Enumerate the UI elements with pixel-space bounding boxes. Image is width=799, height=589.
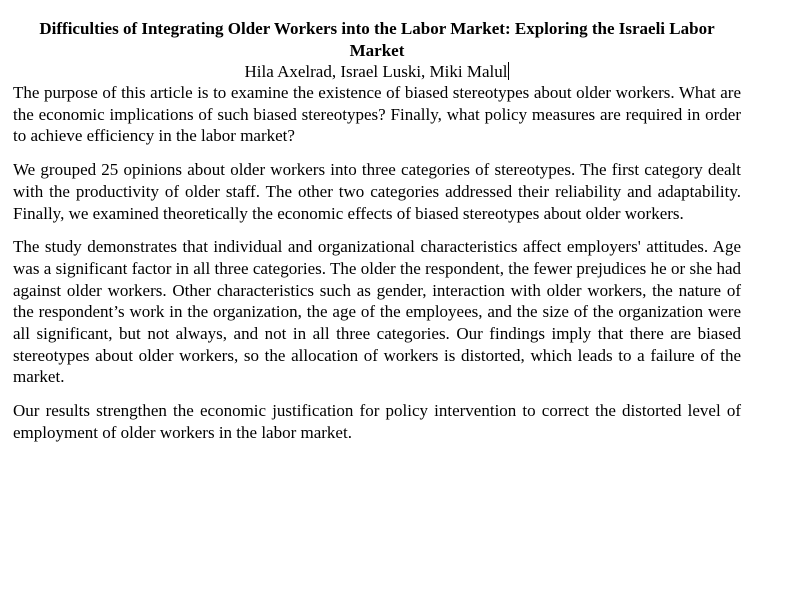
abstract-paragraph-4: Our results strengthen the economic justification for policy intervention to correct the distorted level of employment of older workers in the labor market. <box>13 401 741 442</box>
document-title: Difficulties of Integrating Older Workers into the Labor Market: Exploring the Israeli Labor Market <box>39 19 715 60</box>
authors-text: Hila Axelrad, Israel Luski, Miki Malul <box>244 62 508 81</box>
abstract-paragraph-1: The purpose of this article is to examine the existence of biased stereotypes about older workers. What are the economic implications of such biased stereotypes? Finally, what policy measures are required in order to achieve efficiency in the labor market? <box>13 83 741 146</box>
document-authors <box>13 62 741 82</box>
abstract-paragraph-2: We grouped 25 opinions about older workers into three categories of stereotypes. The first category dealt with the productivity of older staff. The other two categories addressed their reliability and adaptability. Finally, we examined theoretically the economic effects of biased stereotypes about older workers. <box>13 160 741 223</box>
document-page[interactable] <box>13 18 741 456</box>
text-cursor <box>508 62 509 80</box>
abstract-paragraph-3: The study demonstrates that individual and organizational characteristics affect employers' attitudes. Age was a significant factor in all three categories. The older the respondent, the fewer prejudices he or she had against older workers. Other characteristics such as gender, interaction with older workers, the nature of the respondent’s work in the organization, the age of the employees, and the size of the organization were all significant, but not always, and not in all three categories. Our findings imply that there are biased stereotypes about older workers, so the allocation of workers is distorted, which leads to a failure of the market. <box>13 237 741 387</box>
